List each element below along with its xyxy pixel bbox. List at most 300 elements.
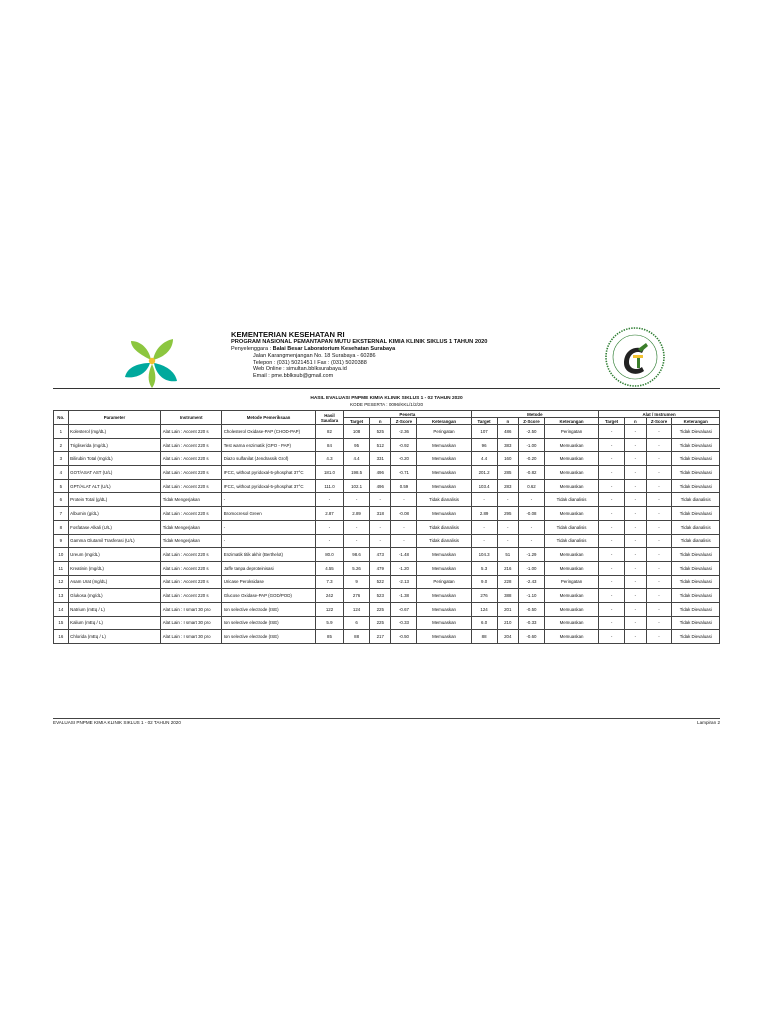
- method-cell: Test warna enzimatik (GPO - PAP): [222, 438, 316, 452]
- m-n-cell: 228: [497, 575, 518, 589]
- m-target-cell: 9.0: [471, 575, 497, 589]
- col-zscore: Z-Score: [391, 418, 417, 425]
- m-n-cell: 216: [497, 561, 518, 575]
- method-cell: -: [222, 534, 316, 548]
- p-target-cell: 88: [344, 630, 370, 644]
- col-parameter: Parameter: [68, 411, 161, 425]
- web-line: Web Online : simultan.bblksurabaya.id: [253, 366, 347, 373]
- p-target-cell: 276: [344, 589, 370, 603]
- a-target-cell: -: [599, 438, 625, 452]
- p-zscore-cell: -0.92: [391, 438, 417, 452]
- m-target-cell: 201.2: [471, 466, 497, 480]
- p-target-cell: 95: [344, 438, 370, 452]
- p-n-cell: 496: [370, 479, 391, 493]
- a-zscore-cell: -: [646, 425, 672, 439]
- m-note-cell: Memuaskan: [544, 630, 598, 644]
- p-target-cell: -: [344, 493, 370, 507]
- p-n-cell: 225: [370, 602, 391, 616]
- m-zscore-cell: -1.10: [519, 589, 545, 603]
- m-zscore-cell: -: [519, 520, 545, 534]
- instrument-cell: Alat Lain : Accent 220 s: [161, 466, 222, 480]
- result-cell: 5.9: [315, 616, 343, 630]
- result-cell: 181.0: [315, 466, 343, 480]
- row-number: 5: [54, 479, 69, 493]
- row-number: 9: [54, 534, 69, 548]
- a-zscore-cell: -: [646, 493, 672, 507]
- report-title: HASIL EVALUASI PNPME KIMIA KLINIK SIKLUS 1 - 02 TAHUN 2020: [310, 396, 463, 401]
- table-row: [54, 561, 720, 575]
- col-zscore: Z-Score: [646, 418, 672, 425]
- m-target-cell: 2.89: [471, 507, 497, 521]
- p-note-cell: Memuaskan: [417, 589, 471, 603]
- result-cell: 122: [315, 602, 343, 616]
- table-row: [54, 438, 720, 452]
- report-page: [53, 325, 720, 644]
- a-zscore-cell: -: [646, 630, 672, 644]
- m-target-cell: -: [471, 493, 497, 507]
- p-target-cell: 4.4: [344, 452, 370, 466]
- instrument-cell: Tidak Mengerjakan: [161, 520, 222, 534]
- row-number: 1: [54, 425, 69, 439]
- parameter-cell: Trigliserida (mg/dL): [68, 438, 161, 452]
- result-cell: 242: [315, 589, 343, 603]
- m-target-cell: 6.0: [471, 616, 497, 630]
- parameter-cell: GPT/ALAT ALT (U/L): [68, 479, 161, 493]
- a-zscore-cell: -: [646, 438, 672, 452]
- p-n-cell: -: [370, 520, 391, 534]
- p-n-cell: 522: [370, 575, 391, 589]
- result-cell: 2.87: [315, 507, 343, 521]
- method-cell: Ion selective electrode (ISE): [222, 602, 316, 616]
- p-target-cell: -: [344, 534, 370, 548]
- method-cell: Uricase Peroksidase: [222, 575, 316, 589]
- a-note-cell: Tidak dianalisis: [672, 493, 720, 507]
- m-zscore-cell: 0.62: [519, 479, 545, 493]
- instrument-cell: Alat Lain : Accent 220 s: [161, 575, 222, 589]
- p-n-cell: 225: [370, 616, 391, 630]
- group-peserta: Peserta: [344, 411, 472, 418]
- instrument-cell: Tidak Mengerjakan: [161, 534, 222, 548]
- col-target: Target: [471, 418, 497, 425]
- a-n-cell: -: [625, 630, 646, 644]
- p-n-cell: 512: [370, 438, 391, 452]
- p-target-cell: 102.1: [344, 479, 370, 493]
- m-zscore-cell: -0.33: [519, 616, 545, 630]
- method-cell: Bromocresol Green: [222, 507, 316, 521]
- instrument-cell: Alat Lain : Accent 220 s: [161, 561, 222, 575]
- m-zscore-cell: -2.50: [519, 425, 545, 439]
- p-zscore-cell: -: [391, 534, 417, 548]
- parameter-cell: Asam Urat (mg/dL): [68, 575, 161, 589]
- m-note-cell: Peringatan: [544, 425, 598, 439]
- address-line: Jalan Karangmenjangan No. 18 Surabaya - 60286: [253, 352, 376, 359]
- a-zscore-cell: -: [646, 466, 672, 480]
- method-cell: IFCC, without pyridoxal-5-phosphat 37°C: [222, 466, 316, 480]
- p-note-cell: Memuaskan: [417, 438, 471, 452]
- result-cell: -: [315, 534, 343, 548]
- m-zscore-cell: -0.60: [519, 630, 545, 644]
- a-zscore-cell: -: [646, 479, 672, 493]
- program-name: PROGRAM NASIONAL PEMANTAPAN MUTU EKSTERNAL KIMIA KLINIK SIKLUS 1 TAHUN 2020: [231, 339, 488, 346]
- table-row: [54, 575, 720, 589]
- m-note-cell: Memuaskan: [544, 507, 598, 521]
- parameter-cell: Protein Total (g/dL): [68, 493, 161, 507]
- m-n-cell: 383: [497, 438, 518, 452]
- p-zscore-cell: -0.33: [391, 616, 417, 630]
- a-target-cell: -: [599, 630, 625, 644]
- email-line: Email : pme.bblksub@gmail.com: [253, 373, 334, 380]
- p-target-cell: 198.5: [344, 466, 370, 480]
- m-note-cell: Memuaskan: [544, 602, 598, 616]
- col-instrument: Instrument: [161, 411, 222, 425]
- result-cell: 80.0: [315, 548, 343, 562]
- m-zscore-cell: -0.82: [519, 466, 545, 480]
- a-target-cell: -: [599, 616, 625, 630]
- col-n: n: [370, 418, 391, 425]
- m-target-cell: 96: [471, 438, 497, 452]
- p-note-cell: Peringatan: [417, 575, 471, 589]
- result-cell: 4.55: [315, 561, 343, 575]
- a-note-cell: Tidak Dievaluasi: [672, 438, 720, 452]
- p-n-cell: 479: [370, 561, 391, 575]
- p-note-cell: Tidak dianalisis: [417, 534, 471, 548]
- m-note-cell: Memuaskan: [544, 466, 598, 480]
- m-zscore-cell: -0.20: [519, 452, 545, 466]
- col-method: Metode Pemeriksaan: [222, 411, 316, 425]
- m-n-cell: 388: [497, 589, 518, 603]
- parameter-cell: Chlorida (mEq / L): [68, 630, 161, 644]
- method-cell: Enzimatik titik akhir (Berthelot): [222, 548, 316, 562]
- p-target-cell: 6: [344, 616, 370, 630]
- col-n: n: [625, 418, 646, 425]
- p-note-cell: Memuaskan: [417, 452, 471, 466]
- a-target-cell: -: [599, 589, 625, 603]
- parameter-cell: Fosfatase Alkali (U/L): [68, 520, 161, 534]
- instrument-cell: Alat Lain : I smart 30 pro: [161, 602, 222, 616]
- m-n-cell: -: [497, 520, 518, 534]
- organizer-name: Balai Besar Laboratorium Kesehatan Surabaya: [272, 346, 396, 353]
- a-note-cell: Tidak Dievaluasi: [672, 589, 720, 603]
- method-cell: IFCC, without pyridoxal-5-phosphat 37°C: [222, 479, 316, 493]
- m-zscore-cell: -1.00: [519, 438, 545, 452]
- a-zscore-cell: -: [646, 452, 672, 466]
- method-cell: Ion selective electrode (ISE): [222, 630, 316, 644]
- a-target-cell: -: [599, 479, 625, 493]
- p-n-cell: 217: [370, 630, 391, 644]
- method-cell: -: [222, 520, 316, 534]
- m-zscore-cell: -: [519, 534, 545, 548]
- p-note-cell: Memuaskan: [417, 630, 471, 644]
- parameter-cell: Glukosa (mg/dL): [68, 589, 161, 603]
- m-n-cell: 204: [497, 630, 518, 644]
- a-target-cell: -: [599, 507, 625, 521]
- organizer-label: Penyelenggara :: [231, 346, 272, 353]
- m-target-cell: 5.3: [471, 561, 497, 575]
- m-note-cell: Memuaskan: [544, 479, 598, 493]
- a-n-cell: -: [625, 548, 646, 562]
- p-note-cell: Peringatan: [417, 425, 471, 439]
- a-note-cell: Tidak Dievaluasi: [672, 602, 720, 616]
- row-number: 2: [54, 438, 69, 452]
- instrument-cell: Tidak Mengerjakan: [161, 493, 222, 507]
- result-cell: -: [315, 493, 343, 507]
- kemenkes-logo-icon: [123, 333, 181, 389]
- m-zscore-cell: -2.43: [519, 575, 545, 589]
- a-target-cell: -: [599, 466, 625, 480]
- a-zscore-cell: -: [646, 575, 672, 589]
- a-note-cell: Tidak Dievaluasi: [672, 575, 720, 589]
- row-number: 15: [54, 616, 69, 630]
- row-number: 16: [54, 630, 69, 644]
- col-n: n: [497, 418, 518, 425]
- p-zscore-cell: -0.08: [391, 507, 417, 521]
- instrument-cell: Alat Lain : Accent 220 s: [161, 479, 222, 493]
- table-row: [54, 589, 720, 603]
- participant-code: KODE PESERTA : 0096/KKL/1/2/20: [349, 402, 424, 407]
- a-note-cell: Tidak Dievaluasi: [672, 561, 720, 575]
- m-target-cell: 88: [471, 630, 497, 644]
- col-result: Hasil Saudara: [315, 411, 343, 425]
- letterhead-divider: [53, 388, 720, 389]
- m-n-cell: -: [497, 493, 518, 507]
- m-note-cell: Memuaskan: [544, 561, 598, 575]
- m-zscore-cell: -0.08: [519, 507, 545, 521]
- result-cell: 82: [315, 425, 343, 439]
- m-target-cell: -: [471, 534, 497, 548]
- a-target-cell: -: [599, 534, 625, 548]
- a-note-cell: Tidak Dievaluasi: [672, 630, 720, 644]
- col-note: Keterangan: [672, 418, 720, 425]
- a-n-cell: -: [625, 438, 646, 452]
- m-n-cell: 285: [497, 466, 518, 480]
- p-zscore-cell: -: [391, 493, 417, 507]
- col-target: Target: [344, 418, 370, 425]
- a-n-cell: -: [625, 452, 646, 466]
- p-note-cell: Memuaskan: [417, 507, 471, 521]
- col-note: Keterangan: [544, 418, 598, 425]
- table-row: [54, 479, 720, 493]
- letterhead: [53, 325, 720, 389]
- m-target-cell: 103.4: [471, 479, 497, 493]
- a-n-cell: -: [625, 479, 646, 493]
- m-target-cell: 107: [471, 425, 497, 439]
- p-target-cell: -: [344, 520, 370, 534]
- p-note-cell: Memuaskan: [417, 602, 471, 616]
- a-target-cell: -: [599, 561, 625, 575]
- a-note-cell: Tidak Dievaluasi: [672, 452, 720, 466]
- p-n-cell: 523: [370, 589, 391, 603]
- m-note-cell: Tidak dianalisis: [544, 520, 598, 534]
- p-target-cell: 2.89: [344, 507, 370, 521]
- results-rows: [54, 425, 720, 644]
- p-n-cell: 473: [370, 548, 391, 562]
- results-table: [53, 410, 720, 644]
- row-number: 4: [54, 466, 69, 480]
- p-zscore-cell: -2.13: [391, 575, 417, 589]
- method-cell: Ion selective electrode (ISE): [222, 616, 316, 630]
- table-row: [54, 507, 720, 521]
- a-note-cell: Tidak Dievaluasi: [672, 479, 720, 493]
- letterhead-text: [231, 330, 591, 380]
- method-cell: Glucose Oxidase-PAP (GOD/POD): [222, 589, 316, 603]
- a-n-cell: -: [625, 589, 646, 603]
- p-n-cell: -: [370, 534, 391, 548]
- parameter-cell: Kalium (mEq / L): [68, 616, 161, 630]
- m-target-cell: 276: [471, 589, 497, 603]
- m-zscore-cell: -0.50: [519, 602, 545, 616]
- table-row: [54, 493, 720, 507]
- col-no: No.: [54, 411, 69, 425]
- a-note-cell: Tidak dianalisis: [672, 520, 720, 534]
- a-note-cell: Tidak Dievaluasi: [672, 466, 720, 480]
- a-zscore-cell: -: [646, 520, 672, 534]
- a-note-cell: Tidak dianalisis: [672, 534, 720, 548]
- p-zscore-cell: -0.67: [391, 602, 417, 616]
- instrument-cell: Alat Lain : Accent 220 s: [161, 425, 222, 439]
- a-zscore-cell: -: [646, 589, 672, 603]
- a-zscore-cell: -: [646, 548, 672, 562]
- m-zscore-cell: -: [519, 493, 545, 507]
- p-note-cell: Memuaskan: [417, 479, 471, 493]
- p-zscore-cell: -1.20: [391, 561, 417, 575]
- a-target-cell: -: [599, 452, 625, 466]
- organizer-line: [231, 346, 591, 353]
- group-metode: Metode: [471, 411, 599, 418]
- group-alat: Alat / Instrumen: [599, 411, 720, 418]
- a-target-cell: -: [599, 602, 625, 616]
- table-row: [54, 616, 720, 630]
- footer-divider: [53, 718, 720, 719]
- m-n-cell: -: [497, 534, 518, 548]
- a-note-cell: Tidak Dievaluasi: [672, 616, 720, 630]
- p-note-cell: Tidak dianalisis: [417, 520, 471, 534]
- a-n-cell: -: [625, 534, 646, 548]
- a-target-cell: -: [599, 575, 625, 589]
- row-number: 14: [54, 602, 69, 616]
- table-row: [54, 520, 720, 534]
- a-zscore-cell: -: [646, 616, 672, 630]
- p-zscore-cell: -: [391, 520, 417, 534]
- instrument-cell: Alat Lain : Accent 220 s: [161, 438, 222, 452]
- instrument-cell: Alat Lain : Accent 220 s: [161, 548, 222, 562]
- p-note-cell: Memuaskan: [417, 466, 471, 480]
- result-cell: 85: [315, 630, 343, 644]
- p-note-cell: Memuaskan: [417, 548, 471, 562]
- m-n-cell: 51: [497, 548, 518, 562]
- parameter-cell: Bilirubin Total (mg/dL): [68, 452, 161, 466]
- result-cell: 4.3: [315, 452, 343, 466]
- table-row: [54, 630, 720, 644]
- a-n-cell: -: [625, 425, 646, 439]
- m-target-cell: -: [471, 520, 497, 534]
- a-n-cell: -: [625, 507, 646, 521]
- col-target: Target: [599, 418, 625, 425]
- table-row: [54, 548, 720, 562]
- m-target-cell: 4.4: [471, 452, 497, 466]
- m-note-cell: Peringatan: [544, 575, 598, 589]
- table-row: [54, 425, 720, 439]
- p-target-cell: 124: [344, 602, 370, 616]
- parameter-cell: Kreatinin (mg/dL): [68, 561, 161, 575]
- result-cell: 7.3: [315, 575, 343, 589]
- row-number: 6: [54, 493, 69, 507]
- p-zscore-cell: 0.59: [391, 479, 417, 493]
- a-n-cell: -: [625, 561, 646, 575]
- method-cell: Diazo sulfanilat (Jendrassik Grof): [222, 452, 316, 466]
- row-number: 3: [54, 452, 69, 466]
- m-n-cell: 210: [497, 616, 518, 630]
- table-row: [54, 466, 720, 480]
- row-number: 10: [54, 548, 69, 562]
- p-n-cell: 496: [370, 466, 391, 480]
- a-note-cell: Tidak Dievaluasi: [672, 507, 720, 521]
- p-zscore-cell: -2.36: [391, 425, 417, 439]
- row-number: 7: [54, 507, 69, 521]
- col-zscore: Z-Score: [519, 418, 545, 425]
- p-zscore-cell: -1.38: [391, 589, 417, 603]
- table-row: [54, 602, 720, 616]
- m-note-cell: Memuaskan: [544, 438, 598, 452]
- phone-line: Telepon : (031) 5021451 I Fax : (031) 5020388: [253, 359, 367, 366]
- m-n-cell: 160: [497, 452, 518, 466]
- row-number: 13: [54, 589, 69, 603]
- p-note-cell: Memuaskan: [417, 561, 471, 575]
- result-cell: -: [315, 520, 343, 534]
- instrument-cell: Alat Lain : I smart 30 pro: [161, 616, 222, 630]
- p-note-cell: Memuaskan: [417, 616, 471, 630]
- instrument-cell: Alat Lain : I smart 30 pro: [161, 630, 222, 644]
- a-n-cell: -: [625, 466, 646, 480]
- m-note-cell: Memuaskan: [544, 589, 598, 603]
- p-n-cell: 318: [370, 507, 391, 521]
- p-zscore-cell: -1.48: [391, 548, 417, 562]
- m-target-cell: 124: [471, 602, 497, 616]
- a-n-cell: -: [625, 616, 646, 630]
- row-number: 8: [54, 520, 69, 534]
- m-zscore-cell: -1.00: [519, 561, 545, 575]
- row-number: 11: [54, 561, 69, 575]
- table-row: [54, 452, 720, 466]
- a-target-cell: -: [599, 520, 625, 534]
- p-zscore-cell: -0.71: [391, 466, 417, 480]
- m-n-cell: 486: [497, 425, 518, 439]
- ministry-name: KEMENTERIAN KESEHATAN RI: [231, 330, 345, 339]
- table-row: [54, 534, 720, 548]
- a-target-cell: -: [599, 425, 625, 439]
- bblk-surabaya-seal-icon: [600, 325, 670, 389]
- instrument-cell: Alat Lain : Accent 220 s: [161, 589, 222, 603]
- m-note-cell: Memuaskan: [544, 616, 598, 630]
- parameter-cell: Ureum (mg/dL): [68, 548, 161, 562]
- a-n-cell: -: [625, 493, 646, 507]
- instrument-cell: Alat Lain : Accent 220 s: [161, 452, 222, 466]
- m-n-cell: 201: [497, 602, 518, 616]
- parameter-cell: Natrium (mEq / L): [68, 602, 161, 616]
- a-zscore-cell: -: [646, 602, 672, 616]
- a-n-cell: -: [625, 520, 646, 534]
- row-number: 12: [54, 575, 69, 589]
- a-n-cell: -: [625, 575, 646, 589]
- a-note-cell: Tidak Dievaluasi: [672, 548, 720, 562]
- col-note: Keterangan: [417, 418, 471, 425]
- m-n-cell: 283: [497, 479, 518, 493]
- p-zscore-cell: -0.20: [391, 452, 417, 466]
- parameter-cell: Kolesterol (mg/dL): [68, 425, 161, 439]
- p-zscore-cell: -0.50: [391, 630, 417, 644]
- p-note-cell: Tidak dianalisis: [417, 493, 471, 507]
- m-note-cell: Tidak dianalisis: [544, 493, 598, 507]
- parameter-cell: Gamma Glutamil Trasferasi (U/L): [68, 534, 161, 548]
